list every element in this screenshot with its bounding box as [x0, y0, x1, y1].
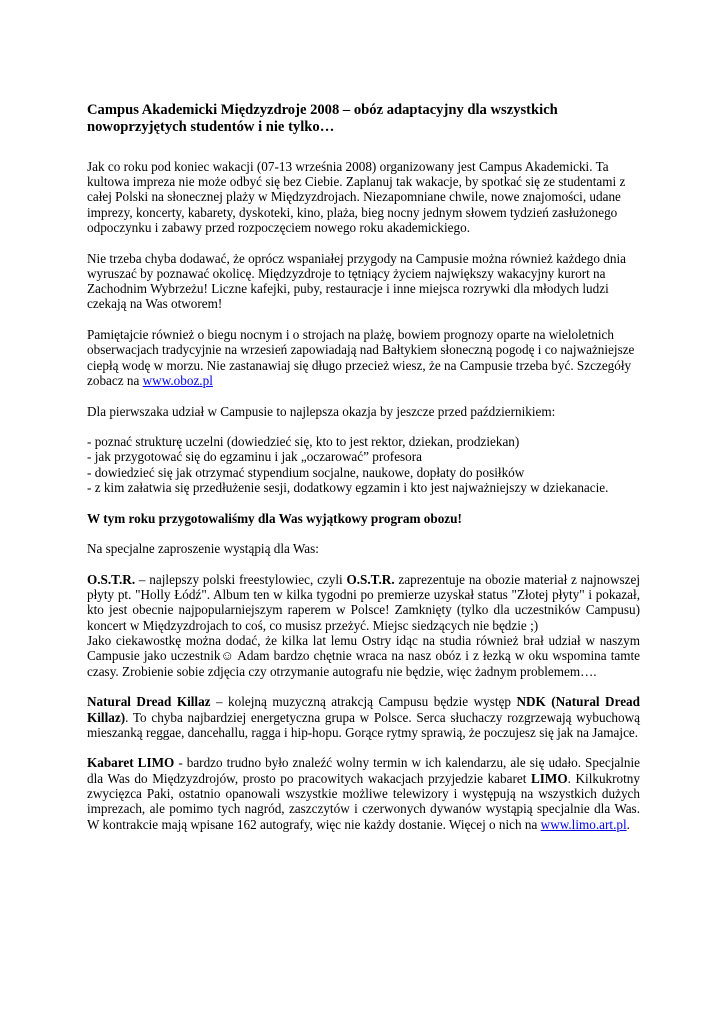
document [87, 102, 640, 847]
list-item: - dowiedzieć się jak otrzymać stypendium socjalne, naukowe, dopłaty do posiłków [87, 464, 525, 480]
program-heading [87, 511, 640, 526]
limo-name-2: LIMO [530, 770, 568, 786]
ostr-name: O.S.T.R. [87, 571, 136, 587]
ostr-text-1: – najlepszy polski freestylowiec, czyli [135, 571, 347, 587]
invite-text: Na specjalne zaproszenie wystąpią dla Was: [87, 541, 319, 557]
limo-text-2: . Kilkukrotny zwycięzca Paki, ostatnio opanowali wszystkie możliwe telewizory i występują na wszystkich dużych imprezach, ale pomimo tych nagród, zaszczytów i czerwonych dywanów wystąpią specjalnie dla Was. W kontrakcie mają wpisane 162 autografy, więc nie każdy dostanie. Więcej o nich na [87, 770, 640, 832]
intro-paragraph-4: Dla pierwszaka udział w Campusie to najlepsza okazja by jeszcze przed październikiem: [87, 403, 556, 419]
ostr-text-2: zaprezentuje na obozie materiał z najnowszej płyty pt. "Holly Łódź". Album ten w kilka tygodni po premierze uzyskał status "Złotej płyty" i pokazał, kto jest obecnie najpopularniejszym raperem w Polsce! Zamknięty (tylko dla uczestników Campusu) koncert w Międzyzdrojach to coś, co musisz przeżyć. Miejsc siedzących nie będzie ;) [87, 571, 640, 633]
freshman-benefits-list [87, 434, 640, 495]
limo-name: Kabaret LIMO [87, 755, 175, 771]
intro-paragraph-3-text: Pamiętajcie również o biegu nocnym i o strojach na plażę, bowiem prognozy oparte na wieloletnich obserwacjach tradycyjnie na wrzesień zapowiadają nad Bałtykiem słoneczną pogodę i co najważniejsze ciepłą wodę w morzu. Nie zastanawiaj się długo przecież wiesz, że na Campusie trzeba być. Szczegóły zobacz na [87, 327, 635, 388]
ostr-name-2: O.S.T.R. [346, 571, 395, 587]
ndk-text-2: . To chyba najbardziej energetyczna grupa w Polsce. Serca słuchaczy rozgrzewają wybuchową mieszanką reggae, dancehallu, ragga i hip-hopu. Gorące rytmy sprawią, że poczujesz się jak na Jamajce. [87, 709, 640, 740]
intro-paragraph-3 [87, 327, 640, 388]
limo-link[interactable]: www.limo.art.pl [540, 816, 627, 832]
ndk-name-2: NDK (Natural Dread Killaz) [87, 694, 640, 725]
program-heading-text: W tym roku przygotowaliśmy dla Was wyjątkowy program obozu! [87, 510, 462, 526]
limo-paragraph [87, 755, 640, 831]
ndk-name: Natural Dread Killaz [87, 694, 211, 710]
limo-text-1: - bardzo trudno było znaleźć wolny termin w ich kalendarzu, ale się udało. Specjalnie dla Was do Międzyzdrojów, prosto po pracowitych wakacjach przyjedzie kabaret [87, 755, 640, 786]
intro-paragraph-2: Nie trzeba chyba dodawać, że oprócz wspaniałej przygody na Campusie można również każdego dnia wyruszać by poznawać okolicę. Międzyzdroje to tętniący życiem największy wakacyjny kurort na Zachodnim Wybrzeżu! Liczne kafejki, puby, restauracje i inne miejsca rozrywki dla młodych ludzi czekają na Was otworem! [87, 250, 627, 312]
ndk-paragraph [87, 694, 640, 740]
intro-paragraph-1: Jak co roku pod koniec wakacji (07-13 września 2008) organizowany jest Campus Akademicki. Ta kultowa impreza nie może odbyć się bez Ciebie. Zaplanuj tak wakacje, by spotkać się ze studentami z całej Polski na słonecznej plaży w Międzyzdrojach. Niezapomniane chwile, nowe znajomości, udane imprezy, koncerty, kabarety, dyskoteki, kino, plaża, bieg nocny jednym słowem tydzień zasłużonego odpoczynku i zabawy przed rozpoczęciem nowego roku akademickiego. [87, 158, 626, 235]
document-title: Campus Akademicki Międzyzdroje 2008 – obóz adaptacyjny dla wszystkich nowoprzyjętych studentów i nie tylko… [87, 102, 558, 136]
list-item: - poznać strukturę uczelni (dowiedzieć się, kto to jest rektor, dziekan, prodziekan) [87, 434, 520, 450]
ostr-paragraph [87, 572, 640, 679]
ndk-text-1: – kolejną muzyczną atrakcją Campusu będzie występ [210, 694, 517, 710]
ostr-text-3: Jako ciekawostkę można dodać, że kilka lat lemu Ostry idąc na studia również brał udział w naszym Campusie jako uczestnik☺ Adam bardzo chętnie wraca na nasz obóz i z łezką w oku wspomina tamte czasy. Zrobienie sobie zdjęcia czy otrzymanie autografu nie będzie, więc żadnym problemem…. [87, 633, 640, 679]
oboz-link[interactable]: www.oboz.pl [142, 372, 213, 388]
list-item: - z kim załatwia się przedłużenie sesji, dodatkowy egzamin i kto jest najważniejszy w dziekanacie. [87, 480, 609, 496]
limo-text-3: . [626, 816, 630, 832]
list-item: - jak przygotować się do egzaminu i jak „oczarować” profesora [87, 449, 423, 465]
